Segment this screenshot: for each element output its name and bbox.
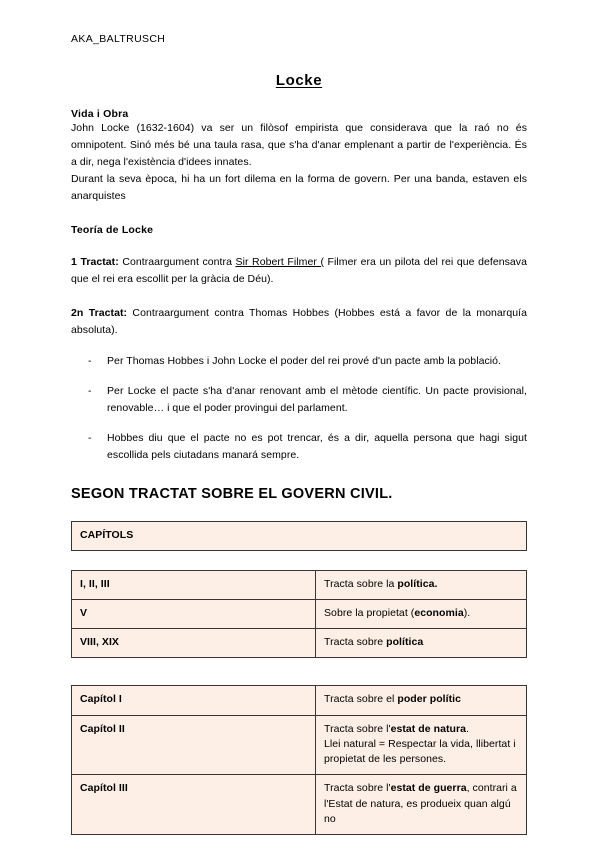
desc-text-bold: política (386, 636, 424, 649)
table-cell-description (316, 715, 527, 775)
tractat-1-text-after: Filmer era un pilota del rei que defensava que el rei era escollit per la gràcia de Déu). (71, 255, 527, 285)
desc-extra-line: Llei natural = Respectar la vida, llibertat i propietat de les persones. (324, 737, 516, 766)
desc-text-plain-tail: , contrari a l'Estat de natura, es produeix quan algú no (324, 782, 517, 825)
desc-text-bold: estat de guerra (390, 782, 467, 795)
document-header-label: AKA_BALTRUSCH (71, 33, 166, 45)
capitols-banner-table (71, 521, 527, 551)
tractat-2-text: Contraargument contra Thomas Hobbes (Hobbes está a favor de la monarquía absoluta). (71, 306, 527, 336)
table-row (72, 600, 527, 629)
list-item (71, 430, 527, 464)
section-heading-segon-tractat: SEGON TRACTAT SOBRE EL GOVERN CIVIL. (71, 485, 393, 502)
table-cell-description (316, 570, 527, 599)
table-cell-chapter: Capítol I (72, 686, 316, 715)
named-chapters-table (71, 685, 527, 835)
desc-text-plain-tail: ). (463, 607, 471, 620)
paragraph-vida-i-obra-2: Durant la seva època, hi ha un fort dilema en la forma de govern. Per una banda, estaven els anarquistes (71, 172, 527, 202)
dash-bullet-icon: - (88, 431, 92, 444)
tractat-2-label: 2n Tractat: (71, 306, 128, 319)
roman-chapters-table (71, 570, 527, 659)
desc-line (324, 781, 518, 827)
table-cell-chapter: Capítol III (72, 775, 316, 835)
table-row (72, 715, 527, 775)
paragraph-vida-i-obra-1: John Locke (1632-1604) va ser un filòsof empirista que considerava que la raó no és omnipotent. Sinó més bé una taula rasa, que s'ha d'anar emplenant a partir de l'experiència. És a dir, nega l'existència d'idees innates. (71, 121, 527, 168)
bullet-list-tractats (71, 353, 527, 464)
desc-text-plain: Tracta sobre el (324, 693, 398, 706)
table-row (72, 521, 527, 550)
page-title: Locke (275, 71, 323, 89)
capitols-banner-cell: CAPÍTOLS (72, 521, 527, 550)
table-cell-description (316, 686, 527, 715)
table-row (72, 629, 527, 658)
tractat-1-label: 1 Tractat: (71, 255, 119, 268)
table-cell-chapter: Capítol II (72, 715, 316, 775)
desc-text-bold: economia (414, 607, 464, 620)
desc-text-plain: Tracta sobre l' (324, 782, 391, 795)
document-content (71, 0, 527, 835)
tractat-1-text-before: Contraargument contra (118, 255, 236, 268)
paragraph-tractat-1 (71, 254, 527, 288)
table-row (72, 775, 527, 835)
desc-text-bold: política. (397, 577, 438, 590)
list-item (71, 383, 527, 417)
desc-text-plain: Tracta sobre la (324, 577, 398, 590)
list-item-text: Hobbes diu que el pacte no es pot trencar, és a dir, aquella persona que hagi sigut escollida pels ciutadans manará sempre. (107, 431, 527, 461)
desc-text-plain-tail: . (466, 722, 469, 735)
tractat-1-underlined-reference: Sir Robert Filmer ( (235, 255, 324, 268)
table-cell-description (316, 775, 527, 835)
desc-text-plain: Sobre la propietat ( (324, 607, 415, 620)
table-row (72, 686, 527, 715)
table-row (72, 570, 527, 599)
list-item-text: Per Locke el pacte s'ha d'anar renovant amb el mètode científic. Un pacte provisional, renovable… i que el poder provingui del parlament. (107, 384, 527, 414)
section-heading-vida-i-obra: Vida i Obra (71, 107, 129, 120)
list-item-text: Per Thomas Hobbes i John Locke el poder del rei prové d'un pacte amb la població. (107, 354, 502, 367)
table-cell-chapter: V (72, 600, 316, 629)
dash-bullet-icon: - (88, 354, 92, 367)
desc-text-plain: Tracta sobre (324, 636, 387, 649)
desc-text-bold: poder polític (397, 693, 462, 706)
table-cell-chapter: VIII, XIX (72, 629, 316, 658)
section-heading-teoria-de-locke: Teoría de Locke (71, 223, 154, 236)
dash-bullet-icon: - (88, 384, 92, 397)
desc-text-plain: Tracta sobre l' (324, 722, 391, 735)
table-cell-chapter: I, II, III (72, 570, 316, 599)
table-cell-description (316, 600, 527, 629)
desc-text-bold: estat de natura (390, 722, 467, 735)
desc-line (324, 692, 518, 707)
list-item (71, 353, 527, 370)
paragraph-tractat-2 (71, 305, 527, 339)
desc-line (324, 722, 518, 737)
table-cell-description (316, 629, 527, 658)
